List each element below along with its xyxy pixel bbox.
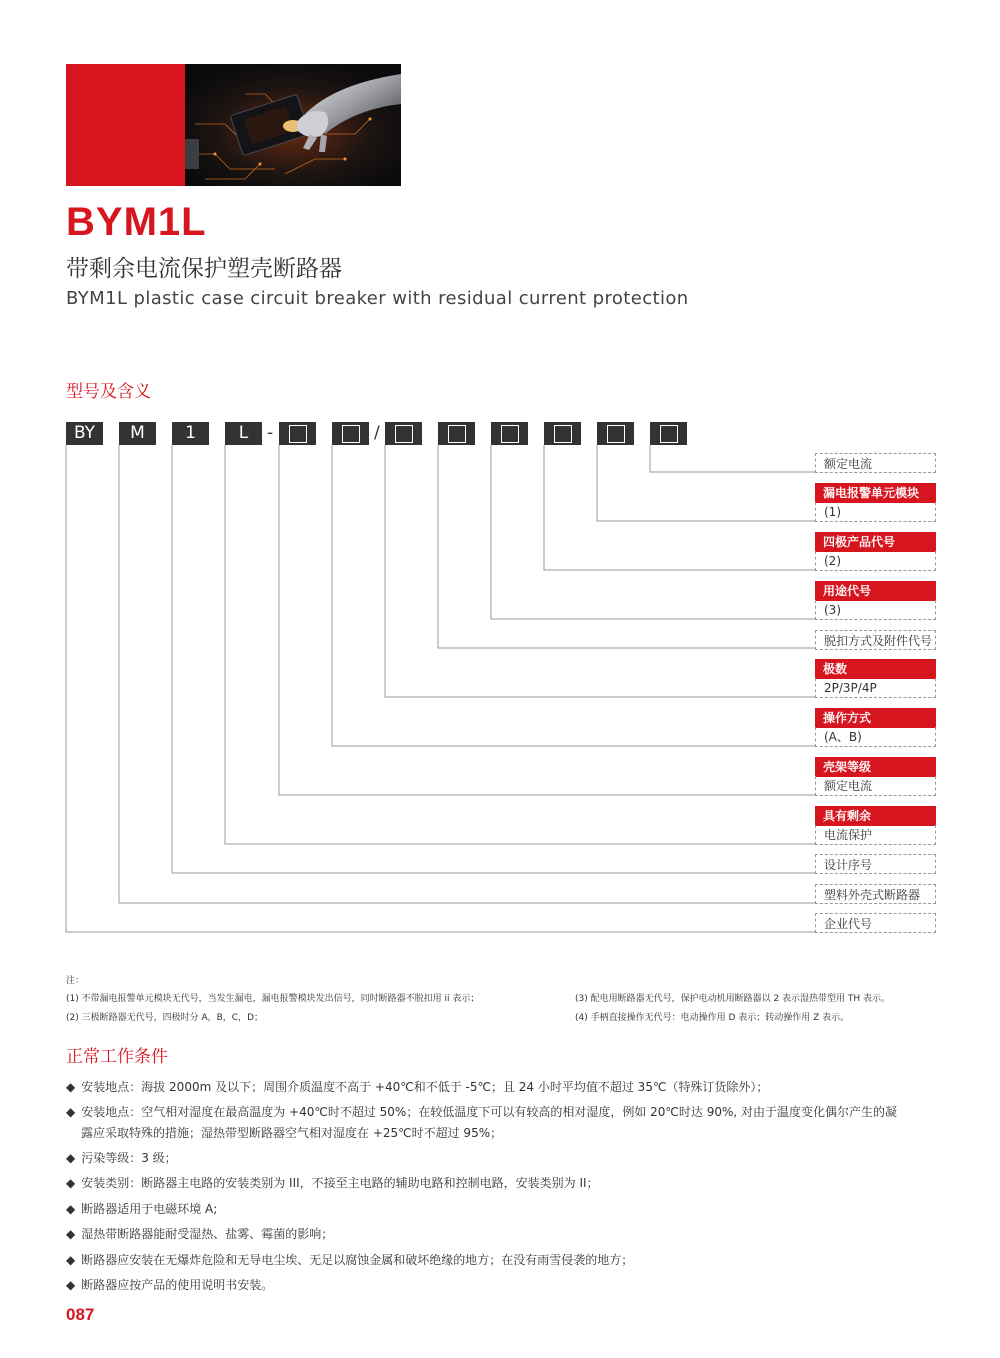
connector-line <box>172 445 815 873</box>
condition-text: 湿热带断路器能耐受湿热、盐雾、霉菌的影响； <box>81 1227 334 1241</box>
label-value: 额定电流 <box>815 453 936 473</box>
condition-text: 污染等级：3 级； <box>81 1151 177 1165</box>
connector-line <box>66 445 815 932</box>
condition-text: 断路器适用于电磁环境 A; <box>81 1202 218 1216</box>
diamond-bullet-icon: ◆ <box>66 1176 76 1190</box>
condition-item <box>66 1224 938 1245</box>
code-box: 1 <box>172 422 209 445</box>
label-header: 用途代号 <box>815 581 936 601</box>
note-2: (2) 三极断路器无代号，四极时分 A，B，C，D； <box>66 1013 264 1023</box>
note-1: (1) 不带漏电报警单元模块无代号，当发生漏电，漏电报警模块发出信号，同时断路器不脱扣用 ii 表示； <box>66 994 480 1004</box>
label-header: 极数 <box>815 659 936 679</box>
label-header: 漏电报警单元模块 <box>815 483 936 503</box>
label-value: 脱扣方式及附件代号 <box>815 630 936 650</box>
label-header: 壳架等级 <box>815 757 936 777</box>
model-title: BYM1L <box>66 200 207 244</box>
page-number: 087 <box>66 1305 95 1324</box>
connector-line <box>491 445 815 619</box>
diamond-bullet-icon: ◆ <box>66 1202 76 1216</box>
condition-text: 断路器应安装在无爆炸危险和无导电尘埃、无足以腐蚀金属和破坏绝缘的地方；在没有雨雪侵袭的地方； <box>81 1253 634 1267</box>
condition-item <box>66 1148 938 1169</box>
condition-item <box>66 1199 938 1220</box>
label-value: 企业代号 <box>815 913 936 933</box>
condition-text-cont: 露应采取特殊的措施；湿热带型断路器空气相对湿度在 +25℃时不超过 95%； <box>81 1126 503 1140</box>
diamond-bullet-icon: ◆ <box>66 1227 76 1241</box>
condition-item <box>66 1275 938 1296</box>
connector-line <box>225 445 815 844</box>
product-title-cn: 带剩余电流保护塑壳断路器 <box>66 256 342 282</box>
connector-line <box>119 445 815 903</box>
condition-item <box>66 1077 938 1098</box>
label-value: (1) <box>815 502 936 522</box>
condition-text: 断路器应按产品的使用说明书安装。 <box>81 1278 274 1292</box>
code-separator: / <box>374 423 380 443</box>
label-value: 塑料外壳式断路器 <box>815 884 936 904</box>
code-box: BY <box>66 422 103 445</box>
label-value: 电流保护 <box>815 825 936 845</box>
label-value: (3) <box>815 600 936 620</box>
connector-line <box>597 445 815 521</box>
product-title-en: BYM1L plastic case circuit breaker with residual current protection <box>66 288 689 309</box>
diamond-bullet-icon: ◆ <box>66 1278 76 1292</box>
code-separator: - <box>267 423 274 443</box>
connector-line <box>279 445 815 795</box>
condition-text: 安装类别：断路器主电路的安装类别为 III，不接至主电路的辅助电路和控制电路，安装类别为 II； <box>81 1176 599 1190</box>
condition-item <box>66 1173 938 1194</box>
connector-line <box>438 445 815 648</box>
condition-text: 安装地点：海拔 2000m 及以下；周围介质温度不高于 +40℃和不低于 -5℃；且 24 小时平均值不超过 35℃（特殊订货除外）； <box>81 1080 769 1094</box>
condition-item <box>66 1250 938 1271</box>
diamond-bullet-icon: ◆ <box>66 1080 76 1094</box>
note-3: (3) 配电用断路器无代号，保护电动机用断路器以 2 表示湿热带型用 TH 表示。 <box>575 994 891 1004</box>
code-box: M <box>119 422 156 445</box>
label-value: (2) <box>815 551 936 571</box>
label-value: 2P/3P/4P <box>815 678 936 698</box>
label-header: 操作方式 <box>815 708 936 728</box>
notes-head: 注： <box>66 976 85 986</box>
condition-text: 安装地点：空气相对湿度在最高温度为 +40℃时不超过 50%；在较低温度下可以有较高的相对湿度，例如 20℃时达 90%, 对由于温度变化偶尔产生的凝 <box>81 1105 898 1119</box>
label-value: 设计序号 <box>815 854 936 874</box>
label-header: 四极产品代号 <box>815 532 936 552</box>
conditions-title: 正常工作条件 <box>66 1047 168 1067</box>
connector-line <box>650 445 815 472</box>
label-header: 具有剩余 <box>815 806 936 826</box>
label-value: 额定电流 <box>815 776 936 796</box>
model-section-title: 型号及含义 <box>66 382 151 402</box>
code-box: L <box>225 422 262 445</box>
condition-item <box>66 1102 938 1144</box>
label-value: (A、B) <box>815 727 936 747</box>
note-4: (4) 手柄直接操作无代号：电动操作用 D 表示；转动操作用 Z 表示。 <box>575 1013 850 1023</box>
connector-line <box>385 445 815 697</box>
diamond-bullet-icon: ◆ <box>66 1151 76 1165</box>
diamond-bullet-icon: ◆ <box>66 1253 76 1267</box>
connector-line <box>332 445 815 746</box>
connector-line <box>544 445 815 570</box>
diamond-bullet-icon: ◆ <box>66 1105 76 1119</box>
